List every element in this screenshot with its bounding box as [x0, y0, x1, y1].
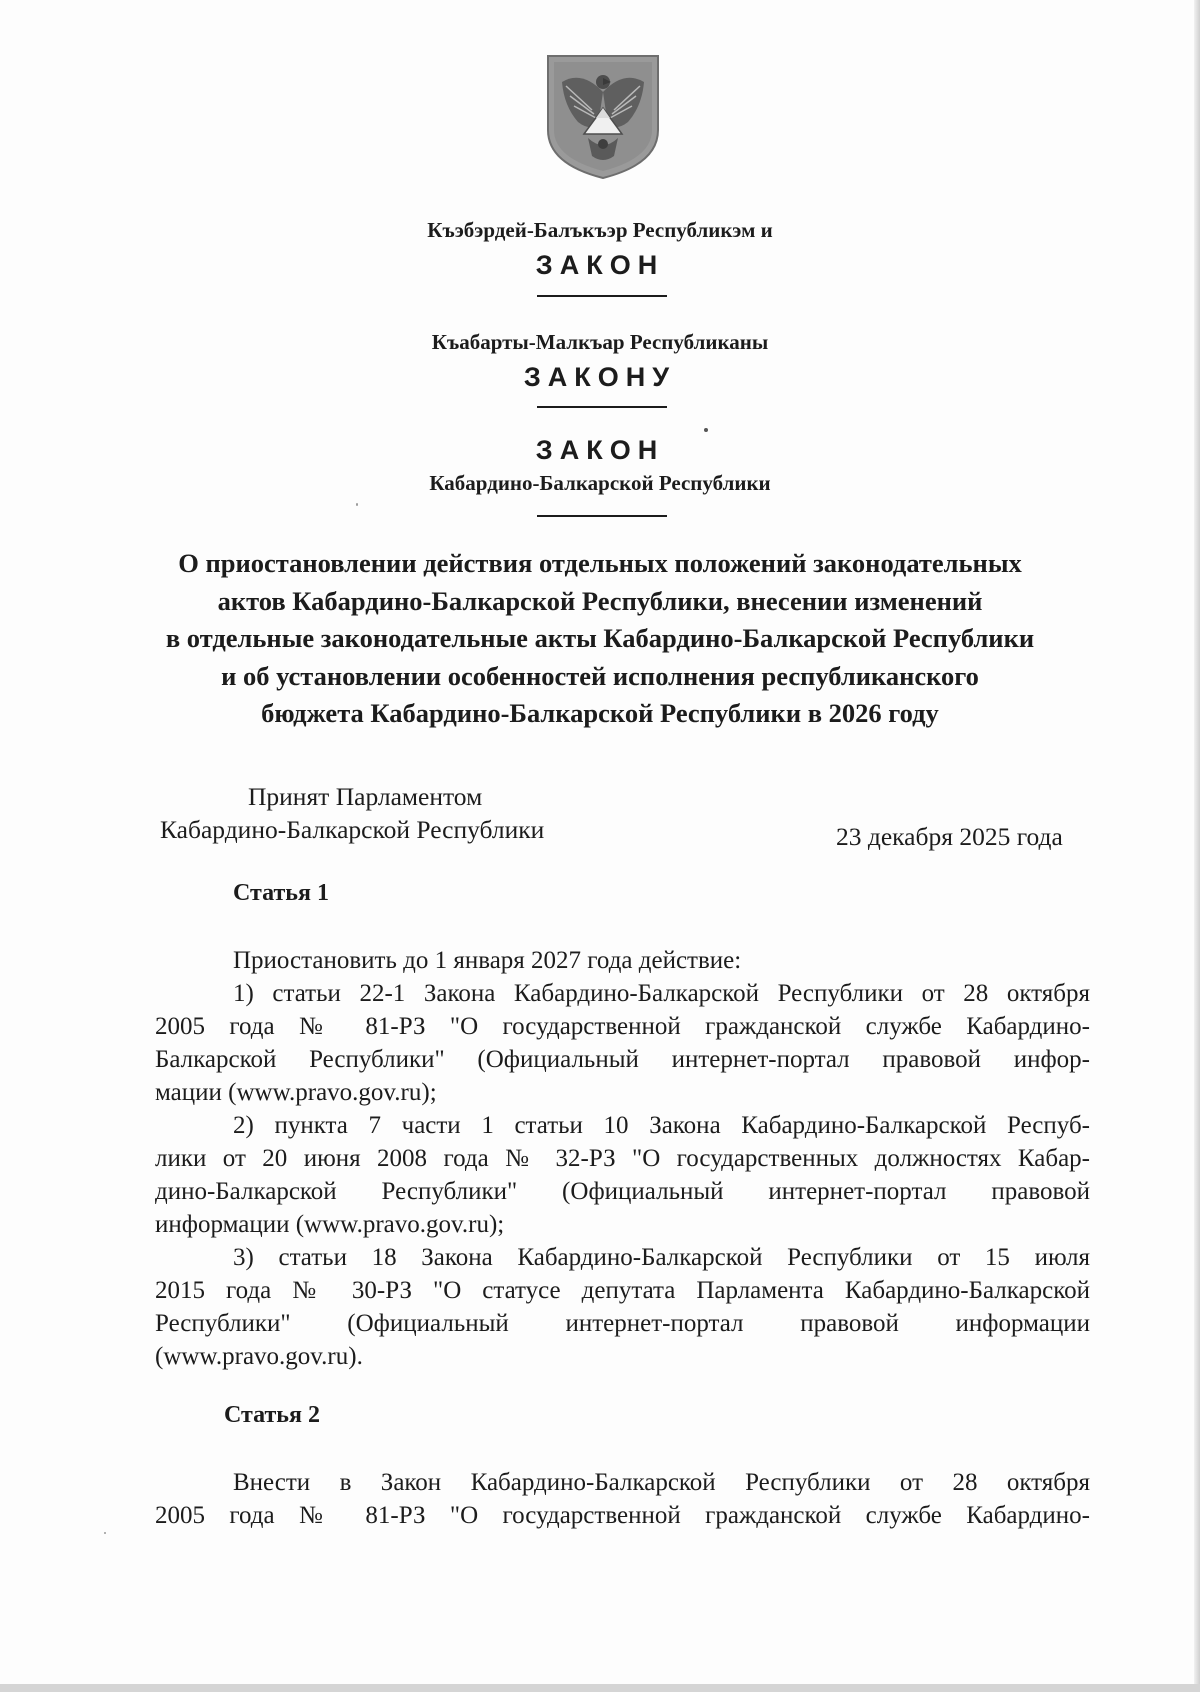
scan-bottom-edge: [0, 1684, 1200, 1692]
article-1-item3-line: 2015 года № 30-РЗ "О статусе депутата Парламента Кабардино-Балкарской: [155, 1277, 1090, 1304]
scan-speck: [104, 1532, 106, 1534]
scan-speck: [356, 503, 358, 506]
article-1-body: [155, 944, 1090, 1373]
zakon-heading-balkar: ЗАКОНУ: [523, 362, 677, 392]
divider-rule: [537, 406, 667, 408]
law-title-line: и об установлении особенностей исполнения республиканского: [221, 660, 979, 691]
zakon-heading-russian: ЗАКОН: [535, 435, 665, 465]
law-title-line: О приостановлении действия отдельных положений законодательных: [178, 548, 1022, 578]
law-title-line: бюджета Кабардино-Балкарской Республики в 2026 году: [261, 698, 939, 728]
article-1-item3-line: Республики" (Официальный интернет-портал правовой информации: [155, 1310, 1090, 1337]
native-title-balkar: Къабарты-Малкъар Республиканы: [431, 330, 769, 354]
native-title-kabardian: Къэбэрдей-Балъкъэр Республикэм и: [427, 218, 773, 242]
article-2-line: Внести в Закон Кабардино-Балкарской Республики от 28 октября: [233, 1469, 1090, 1496]
article-1-heading: Статья 1: [233, 880, 329, 906]
article-1-item2-line: информации (www.pravo.gov.ru);: [155, 1211, 505, 1238]
zakon-heading-kabardian: ЗАКОН: [535, 250, 665, 280]
article-2-body: [155, 1466, 1090, 1532]
scan-speck: [704, 428, 708, 432]
divider-rule: [537, 295, 667, 297]
coat-of-arms-emblem-icon: [542, 52, 664, 180]
article-2-line: 2005 года № 81-РЗ "О государственной гражданской службе Кабардино-: [155, 1502, 1090, 1529]
divider-rule: [537, 515, 667, 517]
article-1-item2-line: 2) пункта 7 части 1 статьи 10 Закона Кабардино-Балкарской Респуб-: [233, 1112, 1090, 1139]
adopted-by-line1: Принят Парламентом: [248, 782, 483, 811]
article-1-item2-line: дино-Балкарской Республики" (Официальный интернет-портал правовой: [155, 1178, 1090, 1205]
adopted-by-line2: Кабардино-Балкарской Республики: [160, 815, 545, 844]
article-1-item3-line: (www.pravo.gov.ru).: [155, 1343, 363, 1370]
article-1-item1-line: 2005 года № 81-РЗ "О государственной гражданской службе Кабардино-: [155, 1013, 1090, 1040]
article-1-item1-line: Балкарской Республики" (Официальный интернет-портал правовой инфор-: [155, 1046, 1090, 1073]
law-title: [110, 545, 1090, 733]
scan-right-edge: [1194, 0, 1200, 1692]
article-1-item3-line: 3) статьи 18 Закона Кабардино-Балкарской Республики от 15 июля: [233, 1244, 1090, 1271]
article-1-item2-line: лики от 20 июня 2008 года № 32-РЗ "О государственных должностях Кабар-: [155, 1145, 1090, 1172]
law-title-line: актов Кабардино-Балкарской Республики, внесении изменений: [217, 585, 983, 616]
article-1-item1-line: 1) статьи 22-1 Закона Кабардино-Балкарской Республики от 28 октября: [233, 980, 1090, 1007]
article-2-heading: Статья 2: [224, 1402, 320, 1428]
adoption-date: 23 декабря 2025 года: [836, 822, 1063, 851]
law-title-line: в отдельные законодательные акты Кабардино-Балкарской Республики: [165, 623, 1035, 653]
article-1-item1-line: мации (www.pravo.gov.ru);: [155, 1079, 437, 1106]
republic-name: Кабардино-Балкарской Республики: [429, 471, 771, 495]
article-1-intro: Приостановить до 1 января 2027 года действие:: [233, 947, 742, 974]
